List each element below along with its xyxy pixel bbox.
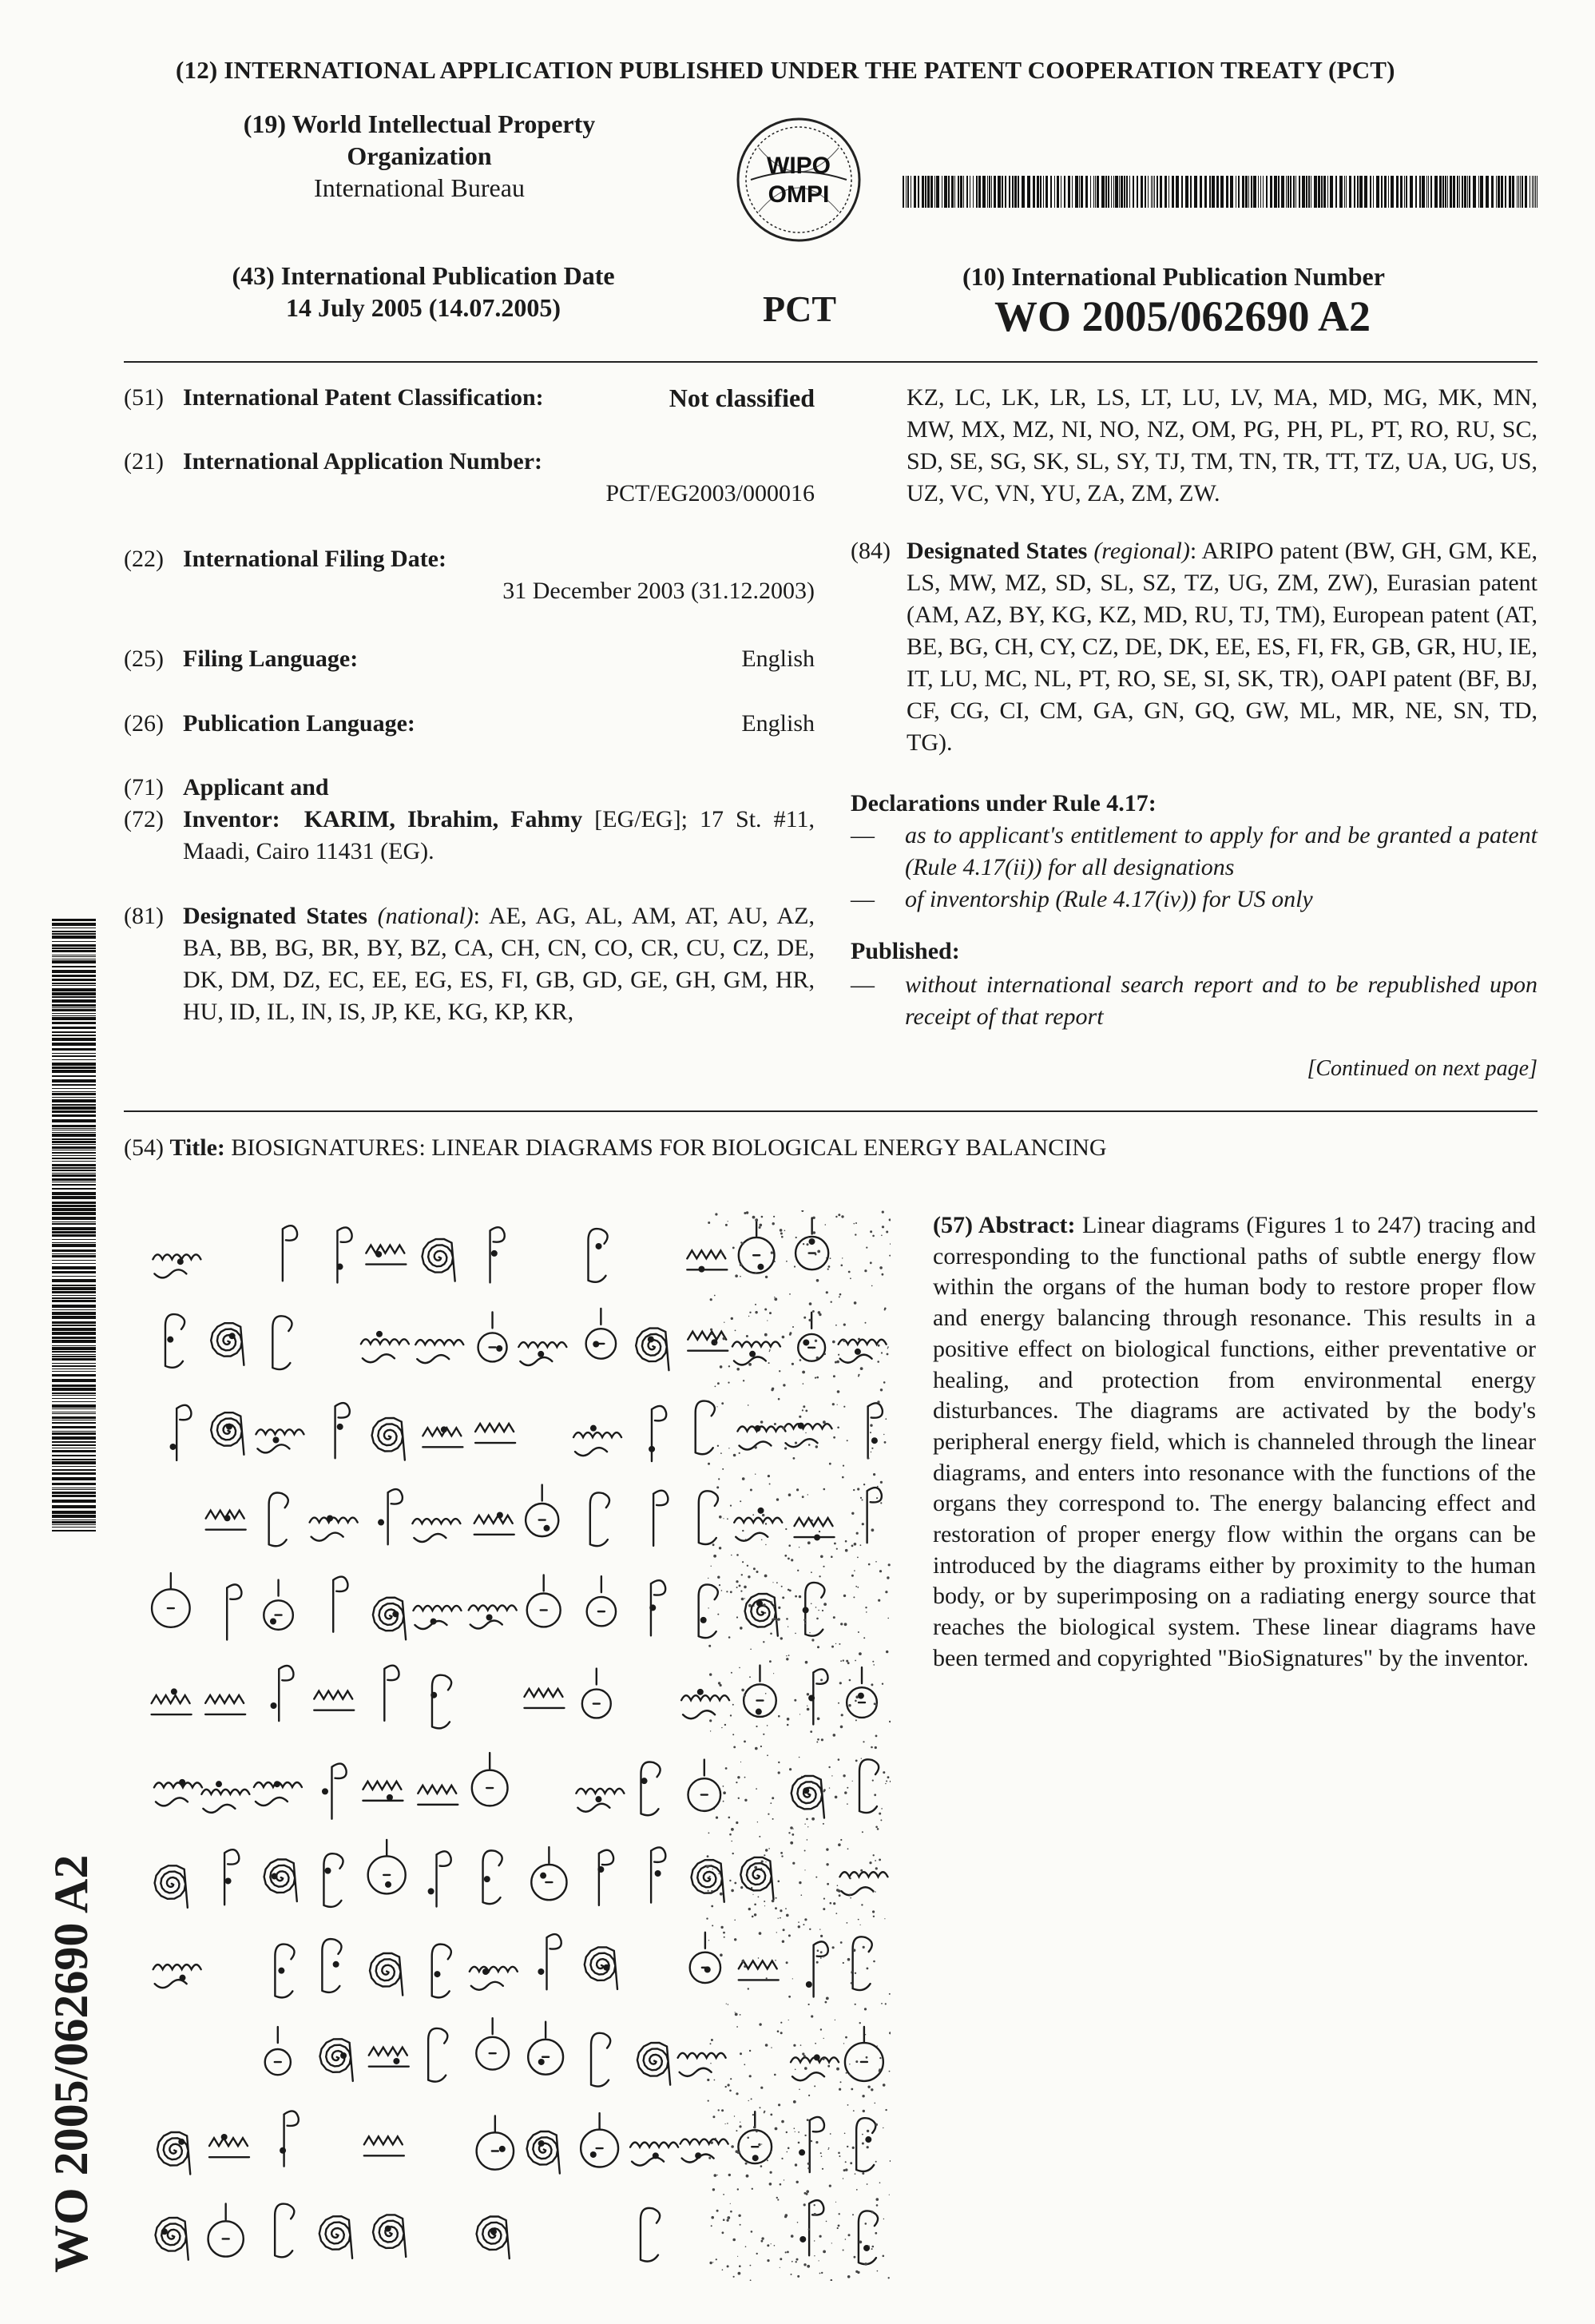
field-84-qualifier: (regional) bbox=[1093, 538, 1190, 564]
barcode-icon bbox=[52, 919, 96, 1534]
seal-text-bottom: OMPI bbox=[768, 181, 830, 208]
field-51 bbox=[124, 382, 815, 414]
field-81-value: : AE, AG, AL, AM, AT, AU, AZ, BA, BB, BG, BR, BY, BZ, CA, CH, CN, CO, CR, CU, CZ, DE, DK, DM, DZ, EC, EE, EG, ES, FI, GB, GD, GE, GH, GM, HR, HU, ID, IL, IN, IS, JP, KE, KG, KP, KR, bbox=[183, 903, 815, 1025]
seal-text-top: WIPO bbox=[767, 153, 831, 179]
field-51-label: International Patent Classification: bbox=[183, 384, 544, 411]
field-84-body bbox=[907, 535, 1537, 759]
field-84 bbox=[851, 535, 1537, 767]
field-81-qualifier: (national) bbox=[377, 903, 474, 929]
publication-date-value: 14 July 2005 (14.07.2005) bbox=[286, 293, 561, 322]
field-21-code: (21) bbox=[124, 448, 164, 475]
field-72-code: (72) bbox=[124, 806, 164, 832]
field-72-body bbox=[183, 804, 815, 868]
declaration-item-1-text: as to applicant's entitlement to apply for and be granted a patent (Rule 4.17(ii)) for all designations bbox=[905, 822, 1537, 880]
inventor-address: [EG/EG]; 17 St. #11, Maadi, Cairo 11431 (EG). bbox=[183, 806, 815, 864]
declaration-item-1 bbox=[851, 820, 1537, 884]
side-publication-label bbox=[44, 1586, 108, 2273]
treaty-heading: (12) INTERNATIONAL APPLICATION PUBLISHED UNDER THE PATENT COOPERATION TREATY (PCT) bbox=[176, 56, 1395, 84]
national-states-continued: KZ, LC, LK, LR, LS, LT, LU, LV, MA, MD, MG, MK, MN, MW, MX, MZ, NI, NO, NZ, OM, PG, PH, PL, PT, RO, RU, SC, SD, SE, SG, SK, SL, SY, TJ, TM, TN, TR, TT, TZ, UA, UG, US, UZ, VC, VN, YU, ZA, ZM, ZW. bbox=[907, 384, 1537, 507]
abstract-text: Linear diagrams (Figures 1 to 247) tracing and corresponding to the functional paths of subtle energy flow within the organs of the human body to restore proper flow and energy balancing through resonance. This results in a positive effect on biological functions, either preventative or healing, and protection from environmental energy disturbances. The diagrams are activated by the body's peripheral energy field, which is channeled through the linear diagrams, and enters into resonance with the functions of the organs they correspond to. The energy balancing effect and restoration of proper energy flow within the organs can be introduced by the diagrams either by proximity to the human body, or by superimposing on a radiating energy source that reaches the biological system. These linear diagrams have been termed and copyrighted "BioSignatures" by the inventor. bbox=[933, 1212, 1537, 1671]
field-25-code: (25) bbox=[124, 646, 164, 672]
published-item-text: without international search report and to be republished upon receipt of that report bbox=[905, 971, 1537, 1030]
abstract bbox=[933, 1210, 1536, 1674]
abstract-label: (57) Abstract: bbox=[933, 1212, 1076, 1238]
title-divider bbox=[124, 1110, 1537, 1112]
field-71-label: Applicant and bbox=[183, 774, 329, 800]
header-divider bbox=[124, 361, 1537, 363]
field-25 bbox=[124, 643, 815, 675]
org-name-line1: (19) World Intellectual Property bbox=[243, 109, 596, 138]
continued-note: [Continued on next page] bbox=[1307, 1056, 1537, 1081]
dash-icon: — bbox=[851, 822, 875, 848]
field-22 bbox=[124, 543, 815, 607]
title-label: Title: bbox=[169, 1134, 225, 1161]
invention-title bbox=[124, 1134, 1107, 1162]
field-81-label: Designated States bbox=[183, 903, 367, 929]
inventor-name: KARIM, Ibrahim, Fahmy bbox=[304, 806, 583, 832]
biosignature-diagrams-figure bbox=[148, 1210, 891, 2281]
organization-block bbox=[212, 108, 627, 204]
field-81-body bbox=[183, 900, 815, 1028]
org-bureau: International Bureau bbox=[314, 173, 525, 202]
field-22-code: (22) bbox=[124, 546, 164, 572]
field-25-value: English bbox=[741, 646, 815, 672]
pct-label: PCT bbox=[763, 288, 836, 329]
publication-number-value: WO 2005/062690 A2 bbox=[994, 292, 1371, 340]
field-81 bbox=[124, 900, 815, 1060]
title-code: (54) bbox=[124, 1134, 164, 1161]
declarations-heading: Declarations under Rule 4.17: bbox=[851, 790, 1157, 816]
field-84-code: (84) bbox=[851, 538, 891, 564]
field-72 bbox=[124, 804, 815, 868]
publication-date-label: (43) International Publication Date bbox=[232, 261, 615, 290]
field-22-label: International Filing Date: bbox=[183, 546, 446, 572]
field-26-label: Publication Language: bbox=[183, 710, 415, 737]
field-71-code: (71) bbox=[124, 774, 164, 800]
field-21 bbox=[124, 446, 815, 510]
field-21-value: PCT/EG2003/000016 bbox=[605, 480, 815, 507]
field-84-value: : ARIPO patent (BW, GH, GM, KE, LS, MW, MZ, SD, SL, SZ, TZ, UG, ZM, ZW), Eurasian patent (AM, AZ, BY, KG, KZ, MD, RU, TJ, TM), European patent (AT, BE, BG, CH, CY, CZ, DE, DK, EE, ES, FI, FR, GB, GR, HU, IE, IT, LU, MC, NL, PT, RO, SE, SI, SK, TR), OAPI patent (BF, BJ, CF, CG, CI, CM, GA, GN, GQ, GW, ML, MR, NE, SN, TD, TG). bbox=[907, 538, 1538, 756]
field-72-label: Inventor: bbox=[183, 806, 280, 832]
dash-icon: — bbox=[851, 886, 875, 912]
dash-icon: — bbox=[851, 971, 875, 998]
publication-date-block bbox=[196, 260, 651, 324]
side-label-text: WO 2005/062690 A2 bbox=[45, 1854, 97, 2273]
field-51-value: Not classified bbox=[669, 383, 815, 412]
field-26-value: English bbox=[741, 710, 815, 737]
field-26 bbox=[124, 708, 815, 740]
declaration-item-2 bbox=[851, 884, 1537, 916]
wipo-seal-icon bbox=[735, 116, 863, 244]
field-71 bbox=[124, 772, 815, 804]
publication-number-label: (10) International Publication Number bbox=[962, 262, 1385, 291]
org-name-line2: Organization bbox=[347, 141, 492, 170]
field-21-label: International Application Number: bbox=[183, 448, 543, 475]
field-25-label: Filing Language: bbox=[183, 646, 359, 672]
field-26-code: (26) bbox=[124, 710, 164, 737]
published-item bbox=[851, 969, 1537, 1033]
field-51-code: (51) bbox=[124, 384, 164, 411]
barcode-icon bbox=[903, 176, 1537, 208]
field-22-value: 31 December 2003 (31.12.2003) bbox=[502, 578, 815, 604]
title-value: BIOSIGNATURES: LINEAR DIAGRAMS FOR BIOLOGICAL ENERGY BALANCING bbox=[231, 1134, 1107, 1161]
declaration-item-2-text: of inventorship (Rule 4.17(iv)) for US only bbox=[905, 886, 1313, 912]
field-81-code: (81) bbox=[124, 903, 164, 929]
field-84-label: Designated States bbox=[907, 538, 1088, 564]
published-heading: Published: bbox=[851, 938, 960, 964]
